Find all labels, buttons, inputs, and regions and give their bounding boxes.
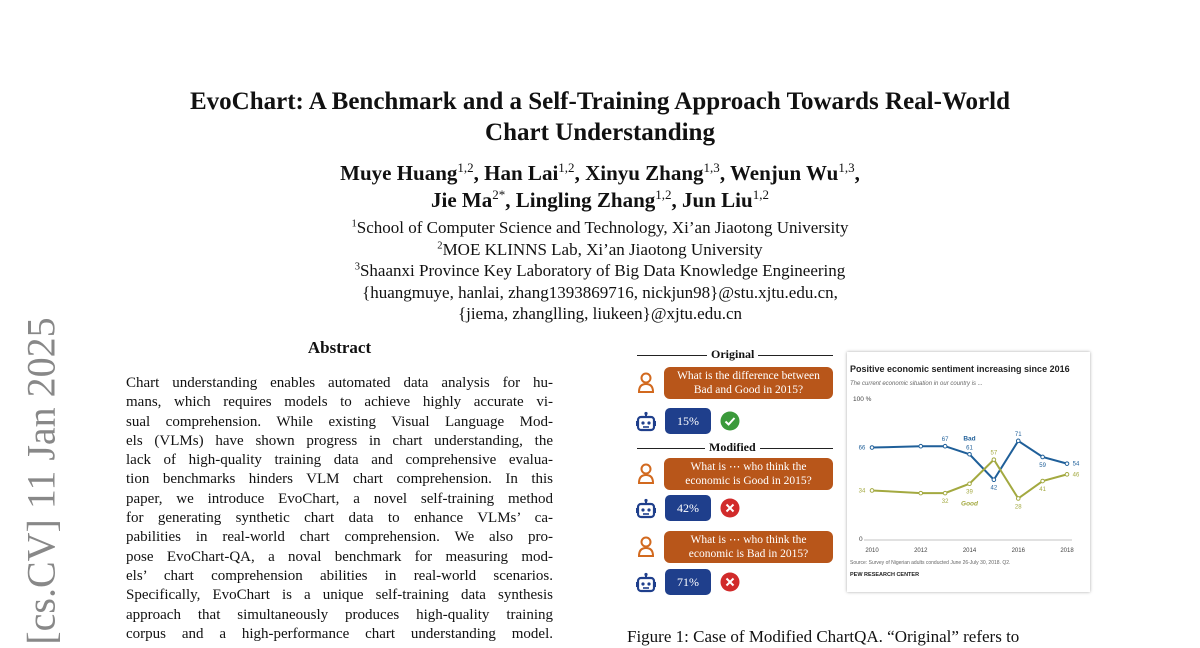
question-bubble (664, 531, 833, 563)
data-label: 54 (1072, 461, 1080, 468)
affiliation-text: {jiema, zhanglling, liukeen}@xjtu.edu.cn (457, 304, 743, 323)
affiliation-text: MOE KLINNS Lab, Xi’an Jiaotong University (442, 239, 763, 259)
chart-footer: PEW RESEARCH CENTER (850, 572, 920, 578)
data-label: 71 (1014, 431, 1022, 438)
data-point (1041, 479, 1045, 483)
abstract-line: pose EvoChart-QA, a noval benchmark for measuring mod- (126, 548, 553, 565)
figure-caption: Figure 1: Case of Modified ChartQA. “Original” refers to (627, 627, 1020, 646)
abstract-line: mans, which requires models to achieve highly accurate vi- (126, 394, 553, 411)
abstract-body (126, 374, 553, 644)
question-text-line: Bad and Good in 2015? (693, 384, 804, 396)
sentiment-chart (847, 352, 1090, 592)
author-separator: , (574, 161, 586, 185)
x-tick-label: 2012 (914, 548, 928, 554)
abstract-line: lack of high-quality training data and comprehensive evalua- (126, 452, 553, 469)
author-name: Lingling Zhang (515, 188, 656, 212)
robot-icon (635, 572, 657, 599)
paper-title (0, 86, 1200, 148)
data-point (1065, 462, 1069, 466)
x-tick-label: 2010 (865, 548, 879, 554)
data-label: 39 (966, 489, 973, 496)
abstract-line: els’ chart comprehension abilities in real-world scenarios. (126, 567, 553, 584)
authors-line-1 (0, 160, 1200, 187)
cross-icon (720, 572, 740, 597)
authors-line-2 (0, 187, 1200, 214)
data-label: 67 (941, 437, 949, 444)
data-point (870, 489, 874, 493)
author-name: Han Lai (484, 161, 559, 185)
series-label-bad: Bad (963, 435, 976, 443)
affiliation-line (0, 282, 1200, 304)
affiliation-line (0, 239, 1200, 261)
author-affil-sup: 1,2 (655, 187, 672, 202)
data-label: 42 (990, 485, 998, 492)
affiliation-sup: 3 (354, 261, 360, 273)
series-label-good: Good (961, 500, 978, 508)
robot-icon (635, 498, 657, 525)
author-name: Muye Huang (340, 161, 458, 185)
affiliation-sup: 1 (351, 218, 357, 230)
data-label: 34 (858, 488, 866, 495)
affiliation-text: {huangmuye, hanlai, zhang1393869716, nickjun98}@stu.xjtu.edu.cn, (362, 282, 838, 302)
x-tick-label: 2014 (962, 548, 977, 554)
affiliation-text: Shaanxi Province Key Laboratory of Big Data Knowledge Engineering (359, 261, 846, 280)
user-person-icon (637, 463, 655, 490)
data-label: 57 (990, 450, 998, 457)
data-label: 59 (1039, 462, 1046, 469)
chart-subtitle: The current economic situation in our country is ... (850, 381, 983, 387)
data-point (968, 482, 972, 486)
author-name: Jie Ma (431, 188, 493, 212)
question-bubble (664, 458, 833, 490)
y-zero-label: 0 (859, 536, 863, 543)
abstract-line: sual comprehension. While existing Visual Language Mod- (126, 413, 553, 430)
author-affil-sup: 1,3 (838, 160, 855, 175)
affiliation-line (0, 260, 1200, 282)
author-separator: , (473, 161, 485, 185)
question-text-line: What is the difference between (677, 370, 820, 382)
x-tick-label: 2018 (1060, 548, 1074, 554)
answer-badge: 15% (665, 408, 711, 434)
abstract-line: pabilities in real-world chart comprehension. We also pro- (126, 529, 553, 546)
author-affil-sup: 1,2 (558, 160, 575, 175)
author-separator: , (671, 188, 683, 212)
title-line-1: EvoChart: A Benchmark and a Self-Training Approach Towards Real-World (189, 88, 1011, 115)
abstract-line: Specifically, EvoChart is a unique self-training data synthesis (126, 587, 553, 604)
data-point (1016, 439, 1020, 443)
affiliation-sup: 2 (437, 239, 443, 251)
data-label: 28 (1014, 504, 1022, 511)
x-tick-label: 2016 (1011, 548, 1025, 554)
user-person-icon (637, 536, 655, 563)
arxiv-stamp-text: [cs.CV] 11 Jan 2025 (18, 316, 64, 645)
affiliations (0, 217, 1200, 325)
abstract-line: corpus and a high-performance chart understanding model. (126, 625, 553, 642)
abstract-heading: Abstract (307, 338, 372, 357)
author-affil-sup: 1,2 (457, 160, 474, 175)
data-point (870, 446, 874, 450)
data-label: 66 (858, 445, 866, 452)
data-label: 61 (966, 445, 973, 452)
title-line-2: Chart Understanding (485, 119, 715, 146)
affiliation-line (0, 217, 1200, 239)
original-divider (637, 348, 833, 360)
question-text-line: economic is Good in 2015? (685, 475, 812, 487)
author-name: Jun Liu (682, 188, 753, 212)
abstract-line: tion benchmarks hinders VLM chart comprehension. In this (126, 471, 553, 488)
author-affil-sup: 1,3 (703, 160, 720, 175)
author-separator: , (854, 161, 860, 185)
abstract-line: for generating synthetic chart data to enhance VLMs’ ca- (126, 510, 553, 527)
question-text-line: What is ⋯ who think the (690, 461, 807, 473)
answer-badge: 71% (665, 569, 711, 595)
data-label: 46 (1072, 472, 1080, 479)
question-text-line: economic is Bad in 2015? (688, 548, 809, 560)
data-point (1016, 497, 1020, 501)
author-name: Xinyu Zhang (585, 161, 704, 185)
cross-icon (720, 498, 740, 523)
affiliation-text: School of Computer Science and Technology, Xi’an Jiaotong University (356, 218, 849, 237)
abstract-line: Chart understanding enables automated data analysis for hu- (126, 375, 553, 391)
data-point (1041, 455, 1045, 459)
arxiv-stamp (15, 318, 67, 643)
abstract-line: paper, we introduce EvoChart, a novel self-training method (126, 490, 553, 507)
author-separator: , (505, 188, 516, 212)
data-label: 32 (941, 499, 949, 506)
modified-divider (637, 441, 833, 453)
affiliation-line (0, 303, 1200, 325)
data-point (919, 444, 923, 448)
modified-label: Modified (705, 440, 760, 455)
check-icon (720, 411, 740, 436)
question-text-line: What is ⋯ who think the (690, 534, 807, 546)
author-separator: , (719, 161, 730, 185)
chart-panel (847, 352, 1090, 592)
data-point (992, 458, 996, 462)
user-person-icon (637, 372, 655, 399)
data-label: 41 (1039, 487, 1046, 494)
author-affil-sup: 1,2 (752, 187, 769, 202)
abstract-line: approach that simultaneously produces high-quality training (126, 606, 553, 623)
data-point (943, 491, 947, 495)
original-label: Original (707, 347, 758, 362)
author-list (0, 160, 1200, 214)
data-point (968, 452, 972, 456)
data-point (992, 478, 996, 482)
author-affil-sup: 2* (492, 187, 506, 202)
data-point (943, 444, 947, 448)
chart-title: Positive economic sentiment increasing since 2016 (850, 364, 1070, 374)
y-top-label: 100 % (853, 396, 872, 403)
data-point (919, 491, 923, 495)
question-bubble (664, 367, 833, 399)
author-name: Wenjun Wu (729, 161, 839, 185)
answer-badge: 42% (665, 495, 711, 521)
chart-source: Source: Survey of Nigerian adults conducted June 26-July 30, 2018. Q2. (850, 560, 1011, 566)
data-point (1065, 473, 1069, 477)
abstract-line: els (VLMs) have shown progress in chart understanding, the (126, 432, 553, 449)
robot-icon (635, 411, 657, 438)
